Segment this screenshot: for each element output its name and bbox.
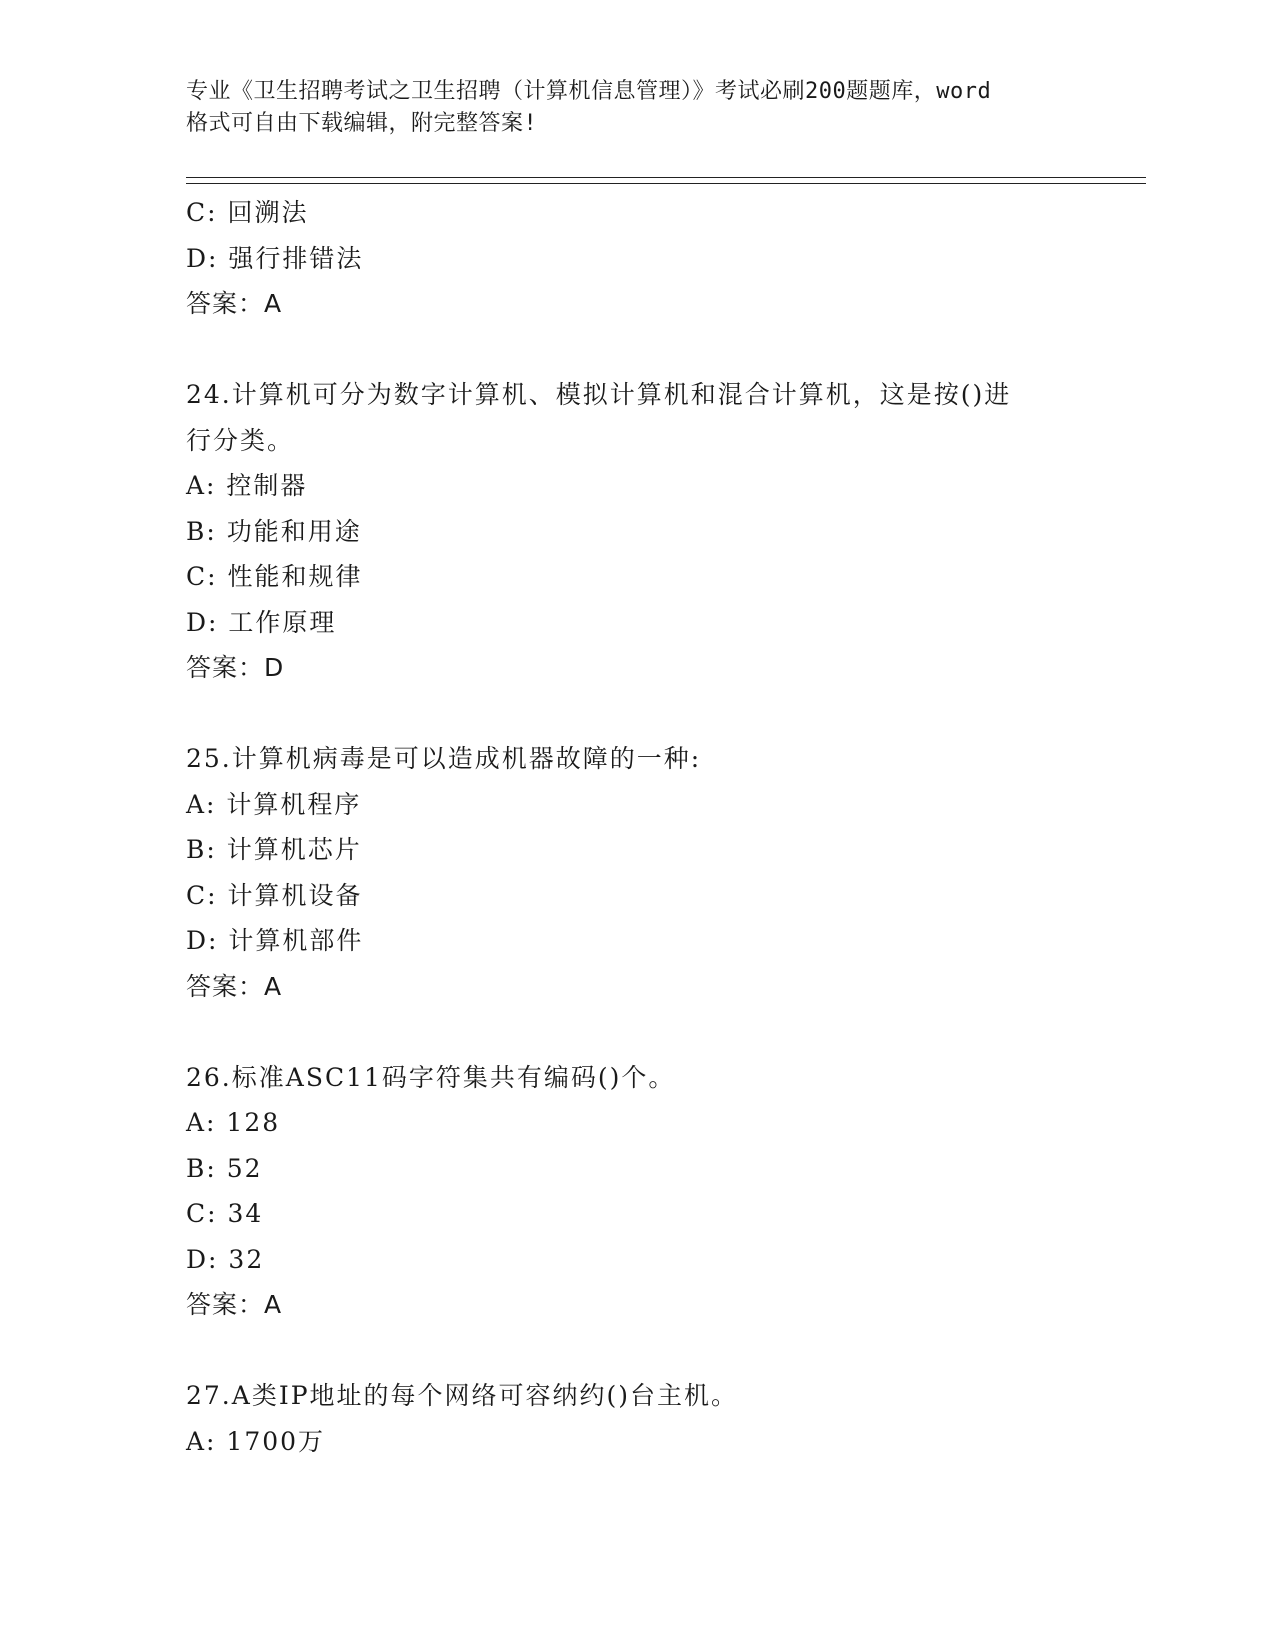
option-d: D: 32 <box>186 1244 265 1274</box>
header-divider-top <box>186 177 1146 178</box>
option-a: A: 计算机程序 <box>186 789 362 819</box>
question-text: 25.计算机病毒是可以造成机器故障的一种: <box>186 744 702 773</box>
answer-line: 答案：D <box>186 653 285 682</box>
document-header <box>186 76 1086 140</box>
option-b: B: 52 <box>186 1153 263 1183</box>
spacer <box>186 1328 1086 1374</box>
question-24 <box>186 372 1086 691</box>
option-a: A: 1700万 <box>186 1426 326 1456</box>
option-c: C: 计算机设备 <box>186 880 363 910</box>
spacer <box>186 1009 1086 1055</box>
option-a: A: 128 <box>186 1108 281 1137</box>
answer-line: 答案：A <box>186 1290 283 1319</box>
answer-line: 答案：A <box>186 289 283 318</box>
option-a: A: 控制器 <box>186 471 308 500</box>
question-text: 26.标准ASC11码字符集共有编码()个。 <box>186 1062 676 1092</box>
option-d: D: 强行排错法 <box>186 243 364 273</box>
option-c: C: 34 <box>186 1199 264 1228</box>
option-c: C: 性能和规律 <box>186 562 363 591</box>
header-line-2: 格式可自由下载编辑，附完整答案! <box>186 111 538 136</box>
answer-line: 答案：A <box>186 971 283 1001</box>
header-divider-bottom <box>186 183 1146 184</box>
question-27 <box>186 1373 1086 1464</box>
option-b: B: 计算机芯片 <box>186 835 362 864</box>
option-c: C: 回溯法 <box>186 198 309 227</box>
question-text-line-2: 行分类。 <box>186 425 295 455</box>
spacer <box>186 691 1086 737</box>
spacer <box>186 327 1086 373</box>
option-b: B: 功能和用途 <box>186 516 362 546</box>
question-text: 27.A类IP地址的每个网络可容纳约()台主机。 <box>186 1381 739 1410</box>
question-26 <box>186 1055 1086 1328</box>
question-list <box>186 190 1086 1464</box>
question-25 <box>186 736 1086 1009</box>
question-text-line-1: 24.计算机可分为数字计算机、模拟计算机和混合计算机，这是按()进 <box>186 380 1012 409</box>
question-23 <box>186 190 1086 327</box>
option-d: D: 计算机部件 <box>186 926 364 955</box>
header-line-1: 专业《卫生招聘考试之卫生招聘（计算机信息管理）》考试必刷200题题库，word <box>186 79 992 104</box>
option-d: D: 工作原理 <box>186 607 337 637</box>
